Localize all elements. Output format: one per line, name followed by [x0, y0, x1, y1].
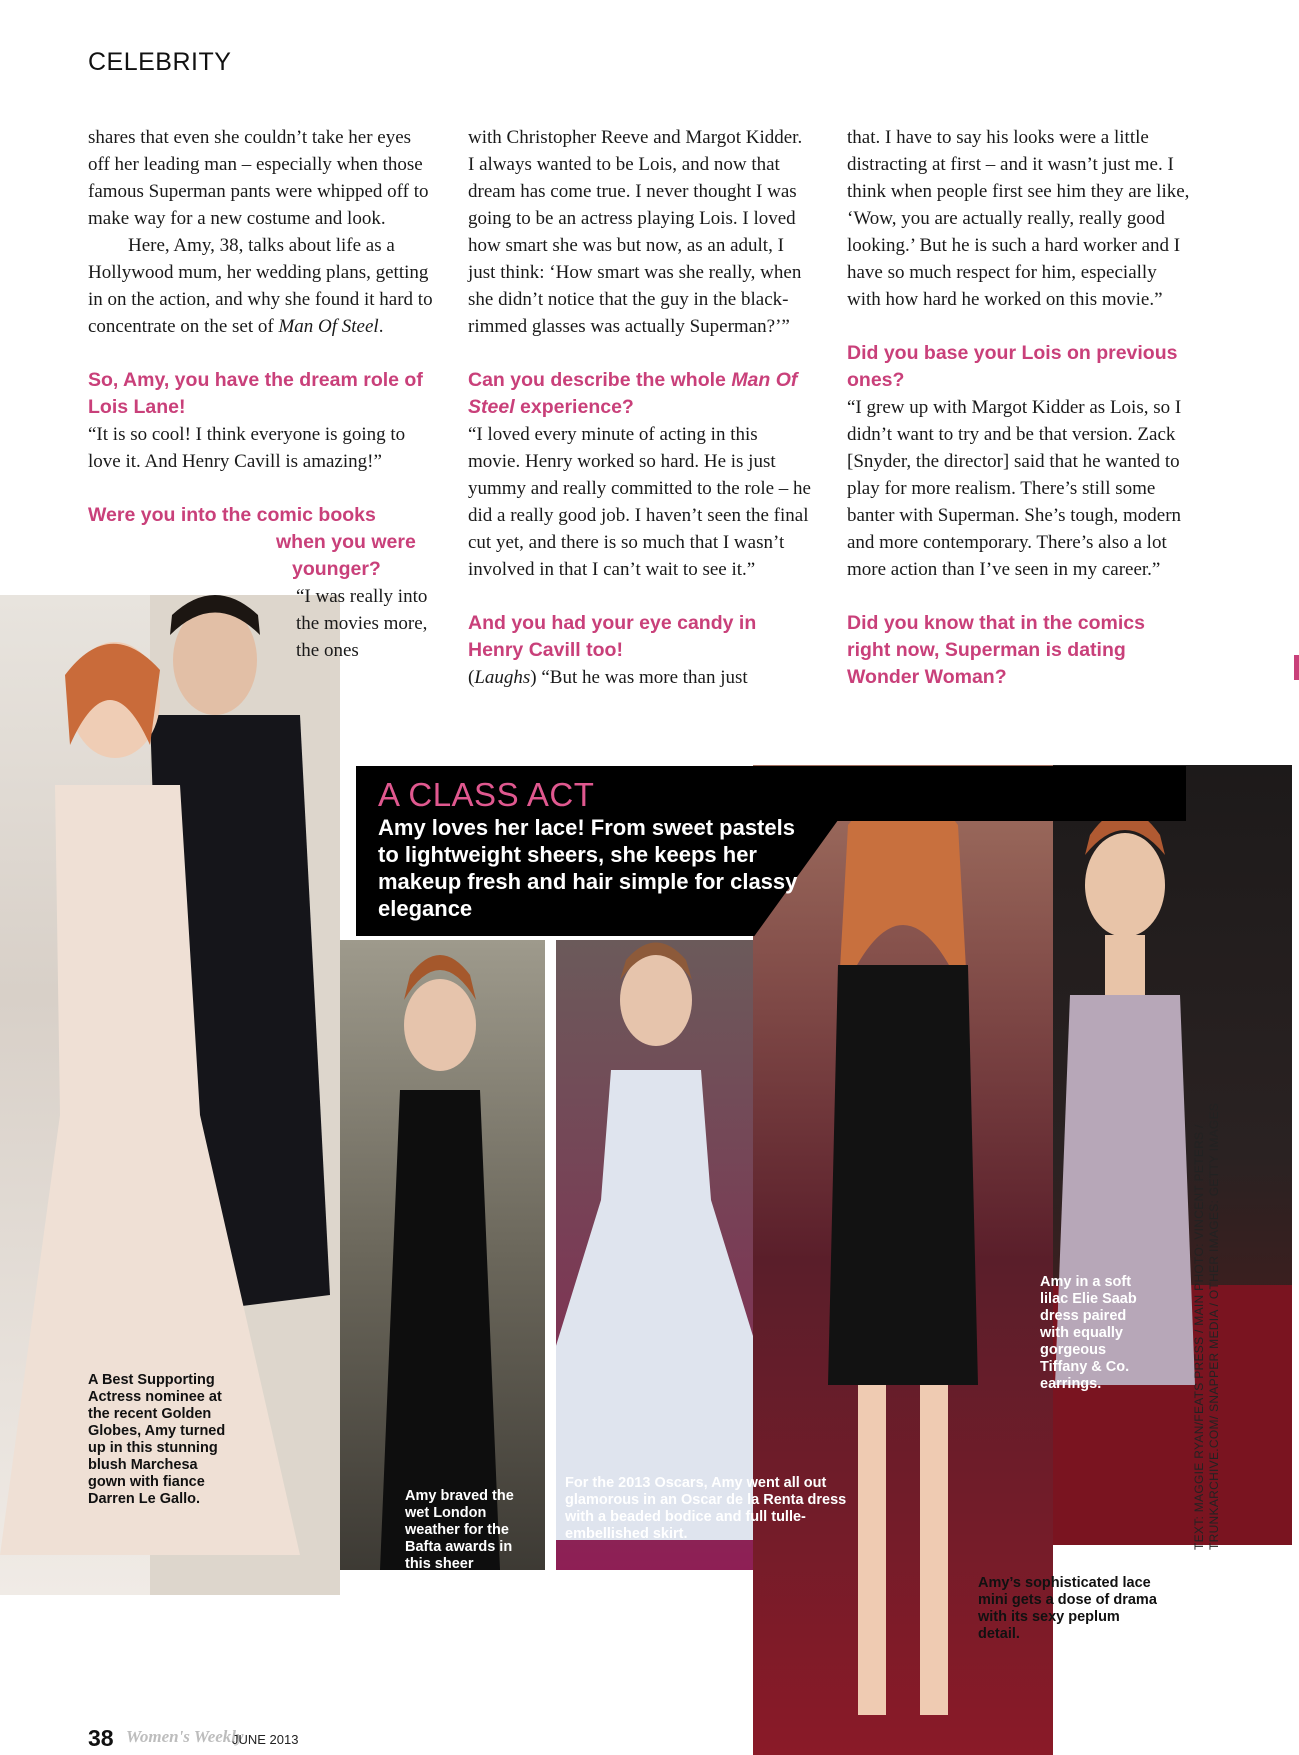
question-heading: And you had your eye candy in Henry Cavill too!: [468, 612, 757, 661]
answer-paragraph: “I grew up with Margot Kidder as Lois, so I didn’t want to try and be that version. Zack [Snyder, the director] said that he wanted to play for more realism. There’s still some banter with Superman. She’s tough, modern and more contemporary. There’s also a lot more action than I’ve seen in my career.”: [847, 397, 1182, 580]
answer-paragraph: [468, 664, 813, 691]
caption-lilac-dress: Amy in a soft lilac Elie Saab dress paired with equally gorgeous Tiffany & Co. earrings.: [1040, 1274, 1137, 1392]
question-line: when you were: [276, 531, 416, 553]
question-line: younger?: [292, 558, 381, 580]
question-heading: Did you base your Lois on previous ones?: [847, 342, 1178, 391]
issue-date: JUNE 2013: [232, 1732, 299, 1747]
magazine-name: Women's Weekly: [126, 1727, 244, 1746]
photo-bafta: [340, 940, 545, 1570]
question-heading: [88, 502, 433, 583]
caption-oscar: For the 2013 Oscars, Amy went all out glamorous in an Oscar de la Renta dress with a beaded bodice and full tulle-embellished skirt.: [565, 1475, 847, 1542]
page-edge-marker: [1294, 655, 1299, 680]
answer-paragraph: “I loved every minute of acting in this movie. Henry worked so hard. He is just yummy and really committed to the role – he did a really good job. I haven’t seen the final cut yet, and there is so much that I wasn’t involved in that I can’t wait to see it.”: [468, 424, 811, 580]
question-heading: So, Amy, you have the dream role of Lois Lane!: [88, 369, 423, 418]
question-heading: Did you know that in the comics right now, Superman is dating Wonder Woman?: [847, 612, 1145, 688]
caption-bafta: Amy braved the wet London weather for the Bafta awards in this sheer Chantilly lace Elie Saab gown, complete with a sexy front slit.: [405, 1488, 529, 1640]
photo-credit: TEXT: MAGGIE RYAN/FEATS PRESS / MAIN PHOTO: VINCENT PETERS / TRUNKARCHIVE.COM/ SNAPPER MEDIA / OTHER IMAGES: GETTY IMAGES: [1192, 1102, 1221, 1550]
paragraph: shares that even she couldn’t take her eyes off her leading man – especially when those famous Superman pants were whipped off to make way for a new costume and look.: [88, 127, 429, 229]
caption-couple: A Best Supporting Actress nominee at the recent Golden Globes, Amy turned up in this stunning blush Marchesa gown with fiance Darren Le Gallo.: [88, 1372, 226, 1507]
article-column-1: [88, 124, 433, 583]
page-number: 38: [88, 1725, 114, 1751]
section-label: CELEBRITY: [88, 48, 232, 76]
paragraph: with Christopher Reeve and Margot Kidder. I always wanted to be Lois, and now that dream has come true. I never thought I was going to be an actress playing Lois. I loved how smart she was but now, as an adult, I just think: ‘How smart was she really, when she didn’t notice that the guy in the black-rimmed glasses was actually Superman?’”: [468, 127, 803, 337]
paragraph: [88, 232, 433, 340]
text-span: Can you describe the whole: [468, 369, 732, 391]
film-title: Man Of Steel: [468, 369, 798, 418]
text-span: ) “But he was more than just: [530, 667, 748, 688]
article-column-2: [468, 124, 813, 691]
question-line: Were you into the comic books: [88, 504, 376, 526]
stage-direction: Laughs: [474, 667, 531, 688]
answer-paragraph: “It is so cool! I think everyone is going to love it. And Henry Cavill is amazing!”: [88, 424, 406, 472]
caption-lace-dress: Amy’s sophisticated lace mini gets a dose of drama with its sexy peplum detail.: [978, 1575, 1157, 1642]
text-span: (: [468, 667, 475, 688]
question-heading: [468, 367, 813, 421]
feature-title: A CLASS ACT: [378, 776, 595, 813]
text-span: experience?: [514, 396, 634, 418]
text-span: Here, Amy, 38, talks about life as a Hollywood mum, her wedding plans, getting in on the action, and why she found it hard to concentrate on the set of: [88, 235, 433, 337]
film-title: Man Of Steel: [278, 316, 379, 337]
paragraph: that. I have to say his looks were a little distracting at first – and it wasn’t just me. I think when people first see him they are like, ‘Wow, you are actually really, really good looking.’ But he is such a hard worker and I have so much respect for him, especially with how hard he worked on this movie.”: [847, 127, 1190, 310]
article-column-3: [847, 124, 1192, 691]
feature-intro: Amy loves her lace! From sweet pastels to lightweight sheers, she keeps her makeup fresh and hair simple for classy elegance: [378, 815, 798, 921]
article-column-1-continued: [88, 583, 433, 664]
text-span: .: [378, 316, 384, 337]
answer-paragraph: “I was really into the movies more, the ones: [296, 586, 428, 661]
